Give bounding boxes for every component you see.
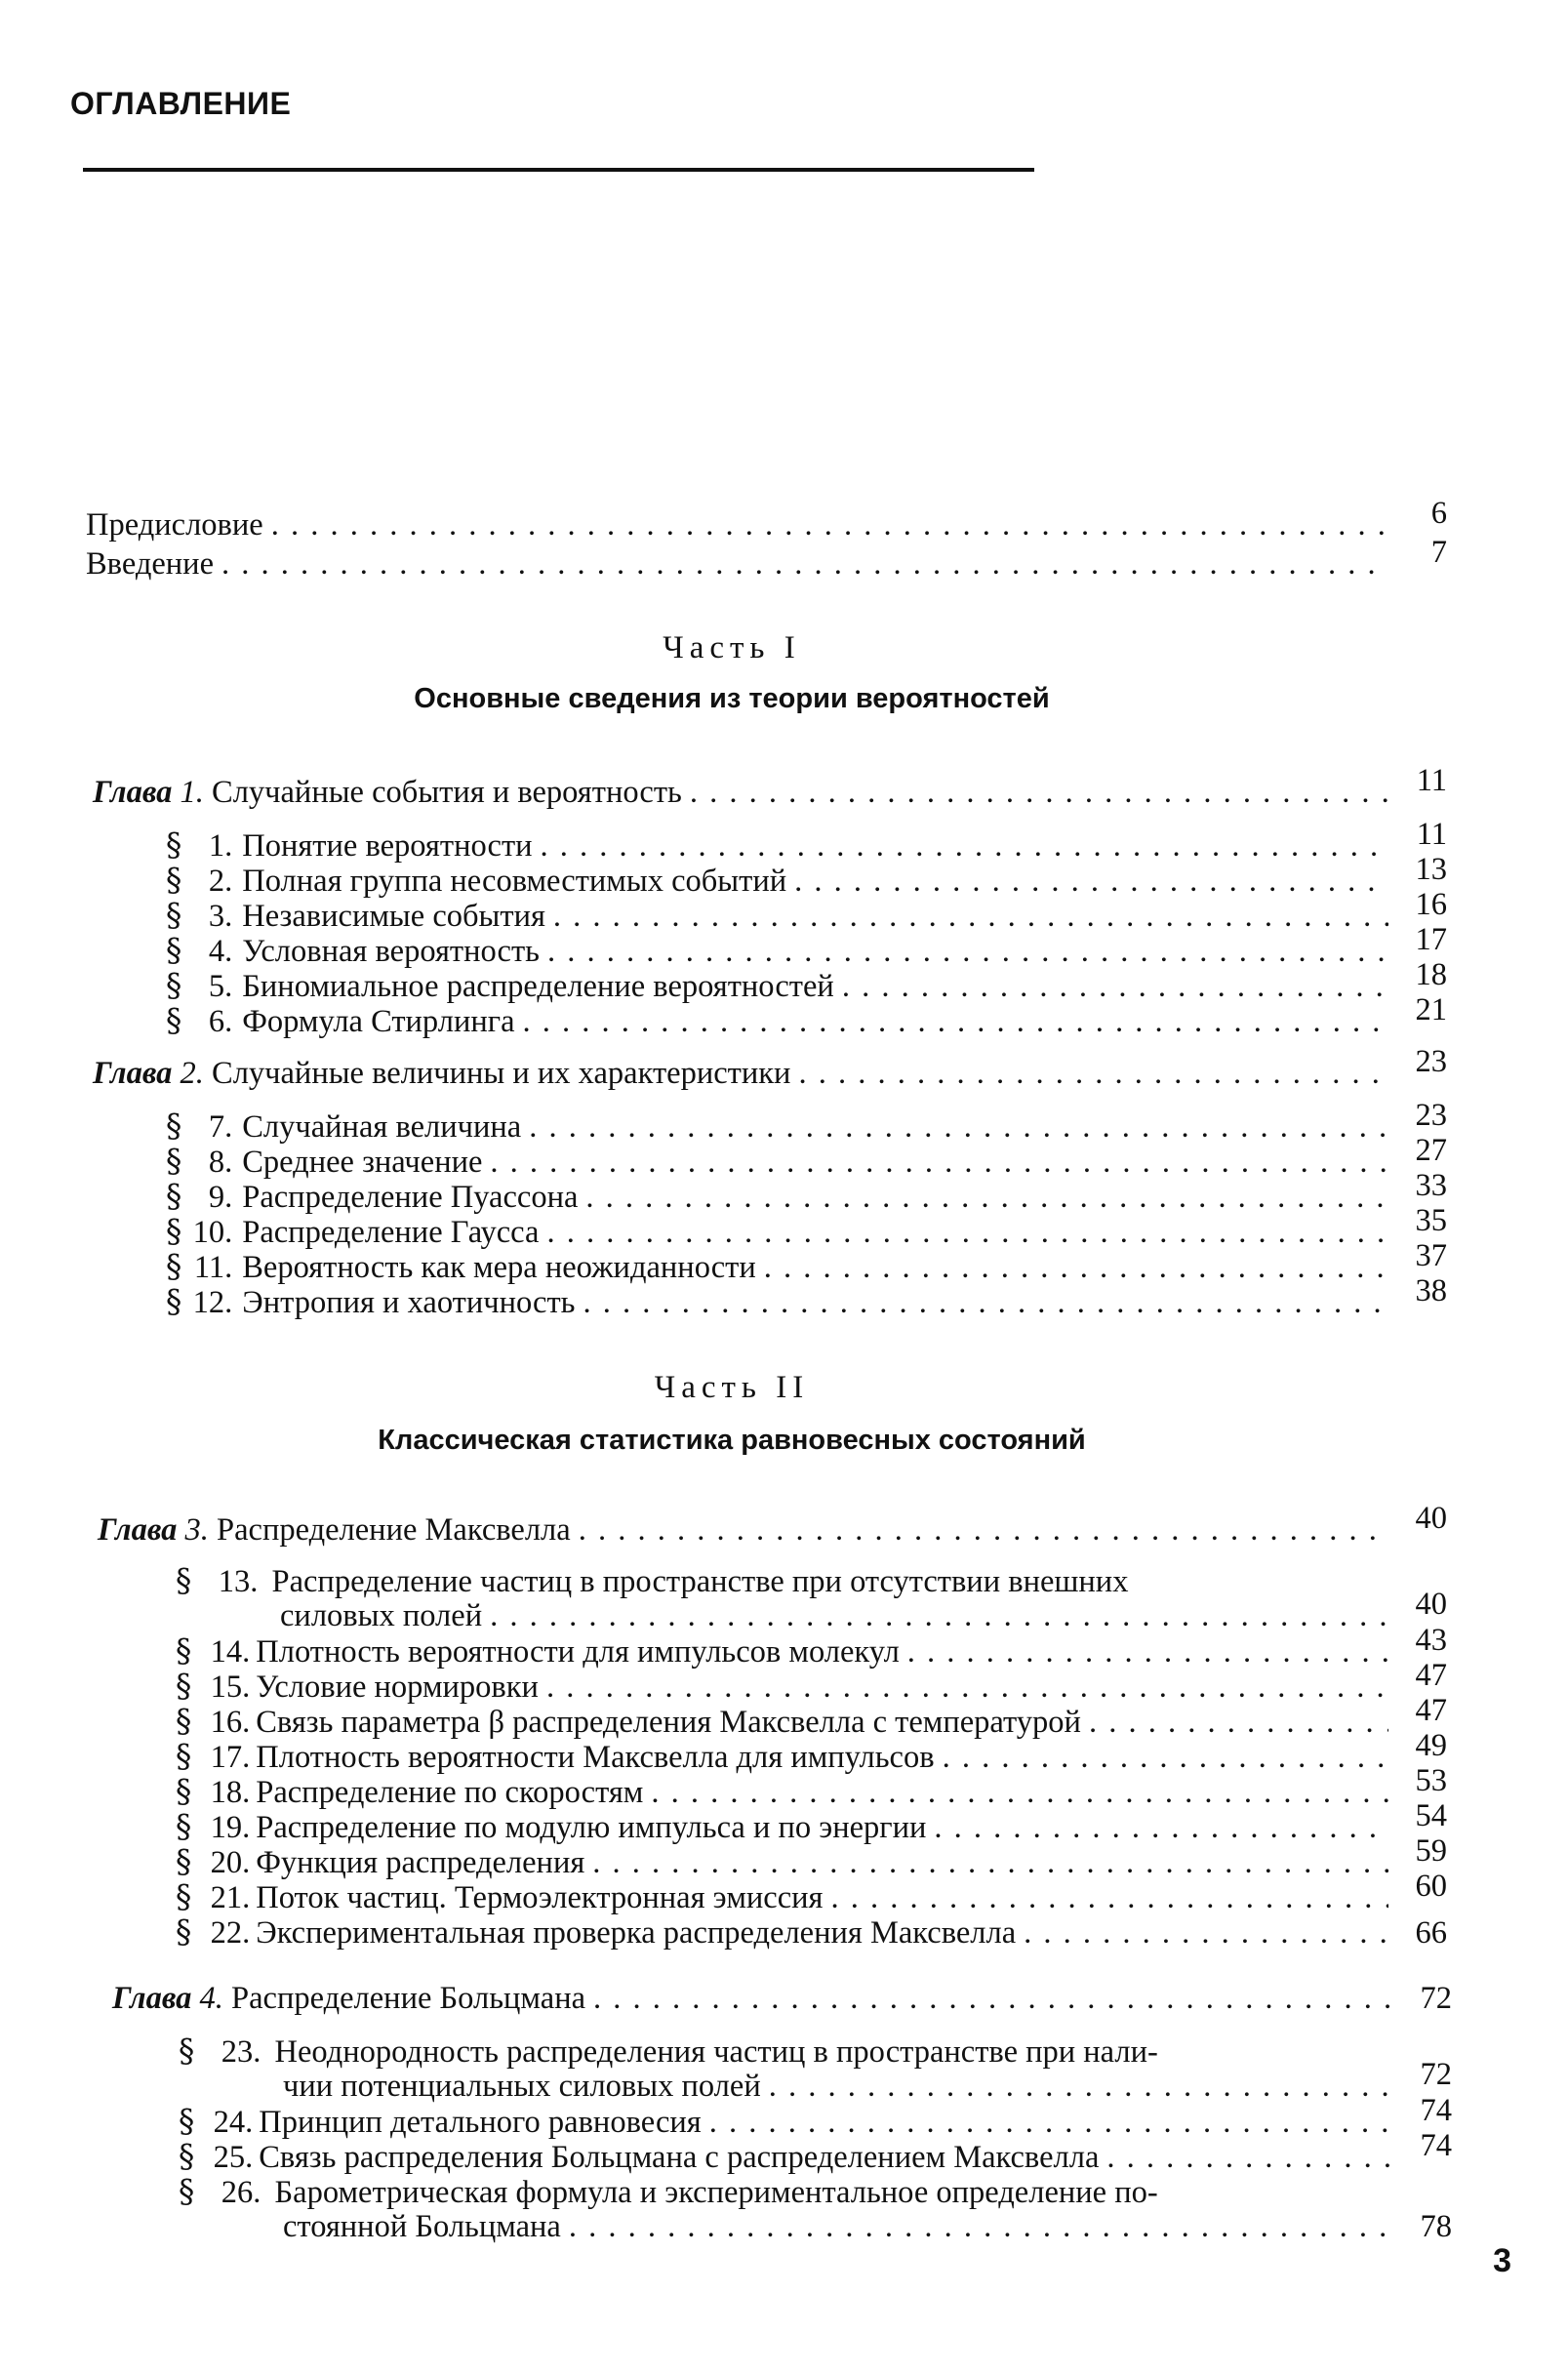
entry-page: 37 [1415, 1238, 1447, 1273]
chapter-number: 1. [180, 775, 204, 810]
section-sign: § [166, 932, 182, 969]
section-sign: § [176, 1668, 192, 1705]
section-number: 13. [218, 1564, 259, 1599]
section-title-cont: силовых полей [280, 1598, 483, 1633]
part-title: Основные сведения из теории вероятностей [414, 683, 1050, 714]
leader-dots [221, 546, 1388, 582]
toc-section-23-line1[interactable] [179, 2033, 1158, 2070]
section-sign: § [166, 1143, 182, 1180]
entry-page: 74 [1420, 2128, 1452, 2163]
part-label: Часть II [654, 1370, 810, 1405]
section-title: Полная группа несовместимых событий [242, 864, 787, 899]
entry-page: 7 [1430, 535, 1447, 570]
section-number: 19. [210, 1810, 251, 1845]
section-number: 14. [210, 1634, 251, 1670]
toc-section-17[interactable] [176, 1728, 1447, 1775]
section-sign: § [176, 1808, 192, 1845]
section-number: 23. [221, 2034, 261, 2070]
section-sign: § [176, 1878, 192, 1915]
entry-page: 43 [1415, 1623, 1447, 1658]
toc-section-11[interactable] [166, 1238, 1447, 1285]
toc-section-2[interactable] [166, 852, 1447, 899]
section-sign: § [166, 1178, 182, 1215]
toc-chapter-3[interactable] [98, 1501, 1447, 1548]
toc-section-19[interactable] [176, 1798, 1447, 1845]
section-title: Биномиальное распределение вероятностей [242, 969, 834, 1004]
section-title: Распределение по модулю импульса и по энергии [256, 1810, 927, 1845]
toc-section-25[interactable] [179, 2128, 1452, 2175]
section-number: 18. [210, 1775, 251, 1810]
toc-section-9[interactable] [166, 1168, 1447, 1215]
section-title: Случайная величина [242, 1109, 522, 1145]
leader-dots [769, 2069, 1393, 2104]
section-title: Энтропия и хаотичность [242, 1285, 576, 1320]
section-title: Связь распределения Больцмана с распределением Максвелла [259, 2140, 1100, 2175]
entry-page: 78 [1420, 2209, 1452, 2244]
section-number: 6. [208, 1004, 233, 1039]
entry-page: 66 [1415, 1915, 1447, 1951]
section-number: 7. [208, 1109, 233, 1145]
leader-dots [592, 1845, 1388, 1880]
leader-dots [593, 1981, 1393, 2016]
leader-dots [490, 1598, 1388, 1633]
heading-rule [83, 168, 1034, 172]
toc-chapter-2[interactable] [93, 1044, 1447, 1091]
leader-dots [1106, 2140, 1393, 2175]
entry-page: 54 [1415, 1798, 1447, 1833]
entry-title: Предисловие [86, 507, 263, 543]
entry-page: 33 [1415, 1168, 1447, 1203]
section-title: Вероятность как мера неожиданности [242, 1250, 756, 1285]
toc-section-21[interactable] [176, 1869, 1447, 1915]
entry-page: 13 [1415, 852, 1447, 887]
entry-page: 40 [1415, 1501, 1447, 1536]
chapter-prefix: Глава [98, 1512, 178, 1548]
part-label: Часть I [663, 630, 801, 665]
leader-dots [934, 1810, 1388, 1845]
section-title: Распределение частиц в пространстве при отсутствии внешних [271, 1564, 1129, 1599]
section-sign: § [179, 2032, 195, 2070]
section-sign: § [179, 2138, 195, 2175]
toc-section-7[interactable] [166, 1098, 1447, 1145]
chapter-prefix: Глава [93, 1056, 173, 1091]
toc-section-16[interactable] [176, 1693, 1447, 1740]
section-number: 11. [193, 1250, 233, 1285]
section-number: 20. [210, 1845, 251, 1880]
section-title: Барометрическая формула и экспериментальное определение по- [274, 2175, 1158, 2210]
chapter-number: 4. [199, 1981, 223, 2016]
leader-dots [529, 1109, 1388, 1145]
section-sign: § [176, 1738, 192, 1775]
section-sign: § [179, 2173, 195, 2210]
toc-section-18[interactable] [176, 1763, 1447, 1810]
entry-page: 18 [1415, 957, 1447, 992]
chapter-prefix: Глава [93, 775, 173, 810]
chapter-heading [93, 1056, 790, 1091]
toc-section-3[interactable] [166, 887, 1447, 934]
toc-section-22[interactable] [176, 1914, 1447, 1951]
section-number: 26. [221, 2175, 261, 2210]
section-sign: § [176, 1773, 192, 1810]
entry-page: 35 [1415, 1203, 1447, 1238]
entry-page: 38 [1415, 1273, 1447, 1308]
chapter-heading [93, 775, 682, 810]
section-title-cont: чии потенциальных силовых полей [283, 2069, 761, 2104]
leader-dots [1089, 1705, 1388, 1740]
toc-chapter-1[interactable] [93, 763, 1447, 810]
leader-dots [585, 1180, 1388, 1215]
chapter-number: 3. [184, 1512, 209, 1548]
toc-section-6[interactable] [166, 992, 1447, 1039]
toc-section-20[interactable] [176, 1833, 1447, 1880]
section-sign: § [166, 1248, 182, 1285]
section-title: Плотность вероятности для импульсов молекул [256, 1634, 900, 1670]
section-title: Связь параметра β распределения Максвелла с температурой [256, 1705, 1081, 1740]
section-title: Формула Стирлинга [242, 1004, 515, 1039]
leader-dots [583, 1285, 1388, 1320]
section-title: Неоднородность распределения частиц в пространстве при нали- [274, 2034, 1158, 2070]
toc-section-15[interactable] [176, 1658, 1447, 1705]
page-number: 3 [1493, 2242, 1511, 2279]
section-number: 21. [210, 1880, 251, 1915]
entry-page: 27 [1415, 1133, 1447, 1168]
toc-section-14[interactable] [176, 1623, 1447, 1670]
section-title: Функция распределения [256, 1845, 585, 1880]
entry-page: 23 [1415, 1098, 1447, 1133]
leader-dots [1024, 1915, 1388, 1951]
leader-dots [271, 507, 1388, 543]
leader-dots [579, 1512, 1388, 1548]
entry-page: 16 [1415, 887, 1447, 922]
section-number: 9. [208, 1180, 233, 1215]
entry-page: 59 [1415, 1833, 1447, 1869]
page-heading: ОГЛАВЛЕНИЕ [70, 86, 292, 121]
entry-page: 17 [1415, 922, 1447, 957]
section-number: 12. [192, 1285, 233, 1320]
section-sign: § [166, 1107, 182, 1145]
section-title: Плотность вероятности Максвелла для импульсов [256, 1740, 935, 1775]
leader-dots [764, 1250, 1388, 1285]
section-number: 8. [208, 1145, 233, 1180]
chapter-title: Распределение Больцмана [231, 1981, 586, 2016]
chapter-title: Случайные события и вероятность [212, 775, 682, 810]
toc-section-24[interactable] [179, 2093, 1452, 2140]
section-title: Среднее значение [242, 1145, 483, 1180]
leader-dots [569, 2209, 1393, 2244]
section-sign: § [179, 2103, 195, 2140]
section-sign: § [176, 1703, 192, 1740]
leader-dots [831, 1880, 1389, 1915]
entry-page: 40 [1415, 1587, 1447, 1622]
toc-entry-introduction[interactable] [86, 535, 1447, 582]
section-number: 17. [210, 1740, 251, 1775]
section-number: 25. [213, 2140, 254, 2175]
toc-section-4[interactable] [166, 922, 1447, 969]
section-sign: § [176, 1632, 192, 1670]
section-sign: § [166, 1283, 182, 1320]
chapter-title: Случайные величины и их характеристики [212, 1056, 791, 1091]
leader-dots [651, 1775, 1388, 1810]
leader-dots [943, 1740, 1388, 1775]
entry-page: 72 [1420, 1981, 1452, 2016]
leader-dots [546, 1215, 1388, 1250]
entry-page: 60 [1415, 1869, 1447, 1904]
leader-dots [547, 934, 1388, 969]
entry-page: 6 [1430, 496, 1447, 531]
section-sign: § [166, 1002, 182, 1039]
toc-section-5[interactable] [166, 957, 1447, 1004]
section-sign: § [166, 862, 182, 899]
leader-dots [490, 1145, 1388, 1180]
leader-dots [842, 969, 1388, 1004]
chapter-number: 2. [180, 1056, 204, 1091]
leader-dots [546, 1670, 1388, 1705]
entry-page: 47 [1415, 1658, 1447, 1693]
section-number: 22. [210, 1915, 251, 1951]
section-sign: § [166, 1213, 182, 1250]
toc-section-10[interactable] [166, 1203, 1447, 1250]
toc-chapter-4[interactable] [112, 1981, 1452, 2016]
leader-dots [907, 1634, 1388, 1670]
section-number: 4. [208, 934, 233, 969]
leader-dots [523, 1004, 1388, 1039]
section-number: 2. [208, 864, 233, 899]
section-number: 15. [210, 1670, 251, 1705]
section-title: Распределение по скоростям [256, 1775, 644, 1810]
toc-section-1[interactable] [166, 817, 1447, 864]
entry-title: Введение [86, 546, 214, 582]
section-title: Поток частиц. Термоэлектронная эмиссия [256, 1880, 824, 1915]
section-number: 1. [208, 828, 233, 864]
section-number: 10. [192, 1215, 233, 1250]
entry-page: 74 [1420, 2093, 1452, 2128]
section-title: Условие нормировки [256, 1670, 539, 1705]
entry-page: 72 [1420, 2057, 1452, 2092]
chapter-prefix: Глава [112, 1981, 192, 2016]
section-number: 24. [213, 2105, 254, 2140]
entry-page: 47 [1415, 1693, 1447, 1728]
part-title: Классическая статистика равновесных состояний [378, 1425, 1086, 1456]
section-title: Распределение Пуассона [242, 1180, 579, 1215]
entry-page: 49 [1415, 1728, 1447, 1763]
toc-section-23-line2[interactable] [283, 2057, 1452, 2104]
section-title: Распределение Гаусса [242, 1215, 540, 1250]
entry-page: 11 [1416, 817, 1447, 852]
section-title: Независимые события [242, 899, 545, 934]
section-sign: § [176, 1562, 192, 1599]
section-title: Условная вероятность [242, 934, 541, 969]
section-number: 3. [208, 899, 233, 934]
entry-page: 11 [1416, 763, 1447, 798]
section-sign: § [176, 1913, 192, 1951]
chapter-heading [112, 1981, 585, 2016]
entry-page: 21 [1415, 992, 1447, 1027]
leader-dots [553, 899, 1388, 934]
chapter-title: Распределение Максвелла [217, 1512, 571, 1548]
section-sign: § [176, 1843, 192, 1880]
section-title: Принцип детального равновесия [259, 2105, 702, 2140]
toc-section-26-line1[interactable] [179, 2174, 1158, 2210]
toc-section-26-line2[interactable] [283, 2209, 1452, 2244]
leader-dots [798, 1056, 1388, 1091]
section-sign: § [166, 826, 182, 864]
toc-section-12[interactable] [166, 1273, 1447, 1320]
section-title-cont: стоянной Больцмана [283, 2209, 561, 2244]
entry-page: 23 [1415, 1044, 1447, 1079]
chapter-heading [98, 1512, 571, 1548]
leader-dots [794, 864, 1388, 899]
leader-dots [690, 775, 1388, 810]
toc-section-13-line2[interactable] [280, 1587, 1447, 1633]
section-number: 16. [210, 1705, 251, 1740]
leader-dots [709, 2105, 1393, 2140]
leader-dots [541, 828, 1388, 864]
section-sign: § [166, 897, 182, 934]
toc-section-13-line1[interactable] [176, 1563, 1128, 1599]
section-title: Экспериментальная проверка распределения Максвелла [256, 1915, 1017, 1951]
section-number: 5. [208, 969, 233, 1004]
section-sign: § [166, 967, 182, 1004]
toc-entry-preface[interactable] [86, 496, 1447, 543]
toc-section-8[interactable] [166, 1133, 1447, 1180]
section-title: Понятие вероятности [242, 828, 533, 864]
entry-page: 53 [1415, 1763, 1447, 1798]
